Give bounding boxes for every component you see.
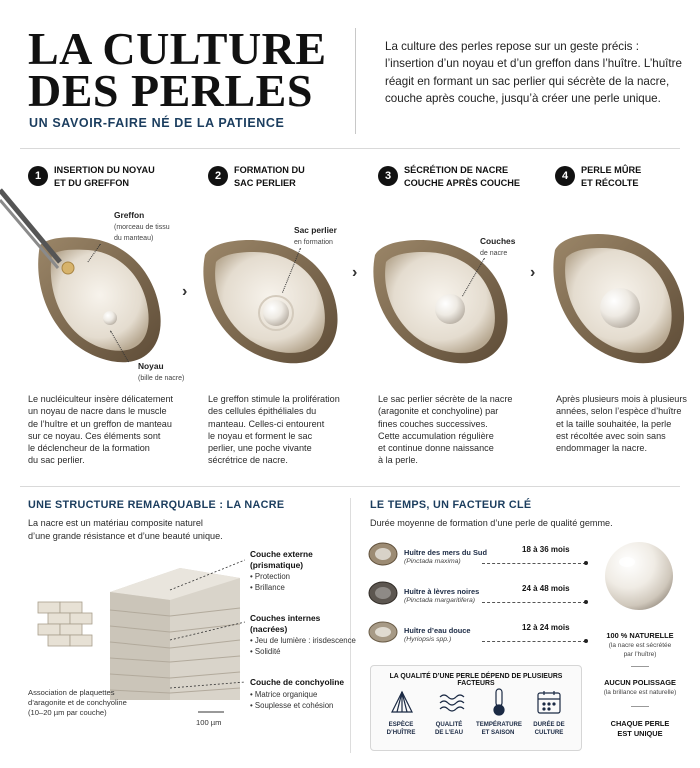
callout-sac-perlier (294, 225, 337, 248)
step1-desc-line: Le nucléiculteur insère délicatement (28, 394, 174, 404)
step2-title-line1: FORMATION DU (234, 165, 305, 175)
step3-desc-line: Le sac perlier sécrète de la nacre (378, 394, 513, 404)
step3-title-line1: SÉCRÉTION DE NACRE (404, 165, 509, 175)
step2-desc-line: perlier, une poche vivante (208, 443, 312, 454)
layer-internes-line2: (nacrées) (250, 624, 288, 634)
platelets-caption (28, 688, 127, 718)
chevron-right-icon: › (530, 264, 536, 281)
bullet-item: • Matrice organique (250, 690, 318, 699)
timeline-end (584, 561, 588, 565)
step2-desc-line: sécrétrice de nacre. (208, 455, 288, 466)
nacre-desc-line2: d’une grande résistance et d’une beauté unique. (28, 530, 223, 541)
step4-description (556, 393, 700, 454)
step2-desc-line: Le greffon stimule la prolifération (208, 394, 340, 404)
calendar-icon (538, 691, 560, 713)
callout-couches-sub1: de nacre (480, 249, 508, 257)
nacre-desc-line1: La nacre est un matériau composite naturel (28, 518, 203, 528)
fact-naturelle-sub (585, 642, 695, 659)
oyster-name-black-lip: Huître à lèvres noires (404, 587, 480, 596)
fact-naturelle: 100 % NATURELLE (606, 631, 674, 640)
callout-sac-perlier-sub1: en formation (294, 238, 333, 246)
bullet-text: Souplesse et cohésion (254, 701, 334, 710)
step4-desc-line: et la taille souhaitée, la perle (556, 418, 672, 429)
callout-couches-nacre (480, 236, 515, 259)
step4-title (581, 164, 700, 189)
factor-espece-line2: D’HUÎTRE (386, 729, 416, 736)
factor-temperature-line1: TEMPÉRATURE (476, 721, 522, 728)
step4-desc-line: Après plusieurs mois à plusieurs (556, 394, 687, 404)
scale-label: 100 µm (196, 718, 222, 727)
step3-description (378, 393, 528, 467)
step1-desc-line: du sac perlier. (28, 455, 85, 466)
step1-desc-line: de l’huître et un greffon de manteau (28, 418, 172, 429)
chevron-right-icon: › (182, 283, 188, 300)
layer-externe-line2: (prismatique) (250, 560, 304, 570)
fact-polissage-sub: (la brillance est naturelle) (603, 689, 677, 696)
step1-title (54, 164, 174, 189)
section-divider-middle (20, 486, 680, 487)
fact-divider (631, 706, 649, 707)
waves-icon (440, 695, 464, 711)
step1-number: 1 (28, 166, 48, 186)
nacre-description (28, 517, 223, 542)
oyster-latin-south-sea: (Pinctada maxima) (404, 558, 461, 565)
factors-title: LA QUALITÉ D’UNE PERLE DÉPEND DE PLUSIEURS FACTEURS (389, 673, 563, 687)
factor-qualite-line2: DE L’EAU (434, 729, 464, 736)
bullet-text: Brillance (254, 583, 285, 592)
oyster-step2 (203, 240, 337, 363)
timeline-black-lip (482, 602, 586, 603)
factor-duree (527, 721, 571, 737)
layer-conchyoline-bullets (250, 689, 333, 711)
callout-greffon-label: Greffon (114, 210, 145, 220)
intro-paragraph: La culture des perles repose sur un geste précis : l’insertion d’un noyau et d’un greffon dans l’huître. L’huître réagit en formant un sac perlier qui sécrète de la nacre, couche après couche, jusqu’à créer une perle unique. (385, 40, 682, 106)
factor-espece (379, 721, 423, 737)
thermometer-icon (494, 689, 504, 715)
callout-noyau-sub1: (bille de nacre) (138, 374, 185, 382)
layer-externe-bullets (250, 571, 290, 593)
step2-desc-line: des cellules épithéliales du (208, 406, 317, 417)
fact-divider (631, 666, 649, 667)
bullet-item: • Brillance (250, 583, 285, 592)
step4-desc-line: années, selon l’espèce d’huître (556, 406, 682, 417)
timeline-end (584, 600, 588, 604)
layer-internes-line1: Couches internes (250, 613, 321, 623)
step4-title-line2: ET RÉCOLTE (581, 177, 639, 188)
page-title-line2: DES PERLES (28, 65, 313, 116)
step2-number: 2 (208, 166, 228, 186)
fact-naturelle-sub1: (la nacre est sécrétée (608, 642, 672, 649)
timeline-freshwater (482, 641, 586, 642)
step1-desc-line: sur ce noyau. Ces éléments sont (28, 430, 161, 441)
callout-noyau (138, 361, 184, 384)
bullet-item: • Souplesse et cohésion (250, 701, 334, 710)
step3-desc-line: (aragonite et conchyoline) par (378, 406, 499, 417)
fact-unique-line2: EST UNIQUE (617, 728, 663, 738)
callout-couches-label: Couches (480, 236, 516, 246)
step2-description (208, 393, 358, 467)
callout-greffon-sub2: du manteau) (114, 235, 154, 242)
callout-sac-perlier-label: Sac perlier (294, 225, 337, 235)
oyster-step4 (553, 234, 684, 363)
callout-noyau-label: Noyau (138, 361, 164, 371)
fact-polissage: AUCUN POLISSAGE (604, 678, 676, 687)
bullet-item: • Protection (250, 572, 291, 581)
callout-greffon (114, 210, 170, 245)
factor-icons (378, 688, 574, 718)
nacre-section-title: UNE STRUCTURE REMARQUABLE : LA NACRE (28, 499, 285, 511)
layer-externe-title (250, 549, 313, 571)
factor-temperature-line2: ET SAISON (481, 729, 515, 736)
pearl-image (603, 540, 675, 612)
page-subtitle: UN SAVOIR-FAIRE NÉ DE LA PATIENCE (29, 116, 285, 130)
duration-freshwater: 12 à 24 mois (522, 623, 570, 632)
chevron-right-icon: › (352, 264, 358, 281)
step4-desc-line: endommager la nacre. (556, 443, 647, 454)
timeline-south-sea (482, 563, 586, 564)
step1-desc-line: le déclencheur de la formation (28, 443, 150, 454)
step2-title (234, 164, 354, 189)
step4-number: 4 (555, 166, 575, 186)
time-section-title: LE TEMPS, UN FACTEUR CLÉ (370, 499, 532, 511)
callout-greffon-sub1: (morceau de tissu (114, 223, 170, 231)
oyster-latin-black-lip: (Pinctada margaritifera) (404, 597, 476, 604)
fact-unique (585, 719, 695, 738)
step2-desc-line: manteau. Celles-ci entourent (208, 418, 325, 429)
layer-internes-title (250, 613, 320, 635)
bullet-item: • Jeu de lumière : irisdescence (250, 636, 356, 645)
bullet-item: • Solidité (250, 647, 281, 656)
bullet-text: Jeu de lumière : irisdescence (254, 636, 356, 645)
duration-black-lip: 24 à 48 mois (522, 584, 570, 593)
step4-title-line1: PERLE MÛRE (581, 165, 642, 175)
layer-conchyoline-title: Couche de conchyoline (250, 677, 345, 687)
step4-desc-line: est récoltée avec soin sans (556, 430, 666, 441)
step1-title-line1: INSERTION DU NOYAU (54, 165, 155, 175)
platelets-line2: d’aragonite et de conchyoline (28, 698, 127, 707)
oyster-name-south-sea: Huître des mers du Sud (404, 548, 487, 557)
lower-vertical-divider (350, 498, 351, 753)
shell-icon (392, 692, 412, 712)
platelets-line1: Association de plaquettes (28, 688, 115, 697)
oyster-icons (366, 538, 402, 648)
factor-duree-line1: DURÉE DE (533, 721, 565, 728)
fact-naturelle-sub2: par l’huître) (623, 650, 657, 658)
step3-desc-line: fines couches successives. (378, 418, 488, 429)
oyster-name-freshwater: Huître d’eau douce (404, 626, 471, 635)
step2-desc-line: le noyau et forment le sac (208, 430, 313, 441)
step3-title (404, 164, 524, 189)
step1-description (28, 393, 178, 467)
fact-unique-line1: CHAQUE PERLE (610, 719, 670, 728)
factor-qualite-line1: QUALITÉ (435, 721, 463, 728)
bullet-text: Solidité (254, 647, 281, 656)
platelets-line3: (10–20 µm par couche) (28, 708, 107, 717)
layer-internes-bullets (250, 635, 356, 657)
duration-south-sea: 18 à 36 mois (522, 545, 570, 554)
factor-temperature (476, 721, 520, 737)
step3-desc-line: à la perle. (378, 455, 418, 466)
bullet-text: Protection (254, 572, 291, 581)
oyster-latin-freshwater: (Hyriopsis spp.) (404, 636, 452, 643)
step3-desc-line: et continue donne naissance (378, 443, 494, 454)
page-title-line1: LA CULTURE (28, 23, 327, 74)
step1-title-line2: ET DU GREFFON (54, 177, 130, 188)
step3-number: 3 (378, 166, 398, 186)
layer-externe-line1: Couche externe (250, 549, 313, 559)
factor-duree-line2: CULTURE (534, 729, 564, 736)
factor-espece-line1: ESPÈCE (388, 721, 414, 728)
bullet-text: Matrice organique (254, 690, 318, 699)
factor-qualite-eau (427, 721, 471, 737)
step2-title-line2: SAC PERLIER (234, 177, 296, 188)
step3-desc-line: Cette accumulation régulière (378, 430, 494, 441)
step1-desc-line: un noyau de nacre dans le muscle (28, 406, 167, 417)
time-description: Durée moyenne de formation d’une perle de qualité gemme. (370, 518, 613, 528)
step3-title-line2: COUCHE APRÈS COUCHE (404, 177, 521, 188)
